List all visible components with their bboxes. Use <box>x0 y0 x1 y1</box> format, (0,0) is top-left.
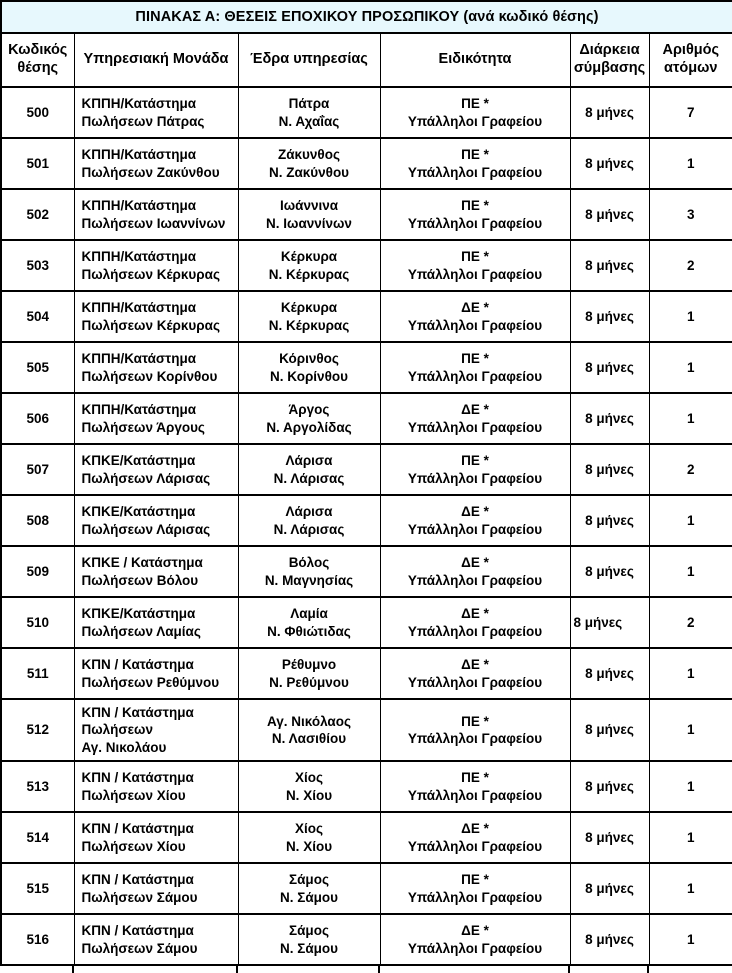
table-row <box>1 189 732 240</box>
table-row <box>1 495 732 546</box>
contract-duration-cell: 8 μήνες <box>570 546 649 597</box>
table-row <box>1 812 732 863</box>
specialty-cell: ΠΕ * Υπάλληλοι Γραφείου <box>380 761 570 812</box>
column-border-stub <box>647 966 649 973</box>
position-code-cell: 512 <box>1 699 74 761</box>
service-seat-cell: Ζάκυνθος Ν. Ζακύνθου <box>238 138 380 189</box>
service-unit-cell: ΚΠΠΗ/Κατάστημα Πωλήσεων Κέρκυρας <box>74 291 238 342</box>
contract-duration-cell: 8 μήνες <box>570 914 649 965</box>
contract-duration-cell: 8 μήνες <box>570 761 649 812</box>
position-code-cell: 506 <box>1 393 74 444</box>
service-unit-cell: ΚΠΝ / Κατάστημα Πωλήσεων Ρεθύμνου <box>74 648 238 699</box>
person-count-cell: 1 <box>649 393 732 444</box>
column-header-specialty: Ειδικότητα <box>380 33 570 87</box>
service-unit-cell: ΚΠΝ / Κατάστημα Πωλήσεων Αγ. Νικολάου <box>74 699 238 761</box>
position-code-cell: 514 <box>1 812 74 863</box>
position-code-cell: 513 <box>1 761 74 812</box>
position-code-cell: 510 <box>1 597 74 648</box>
contract-duration-cell: 8 μήνες <box>570 648 649 699</box>
specialty-cell: ΔΕ * Υπάλληλοι Γραφείου <box>380 546 570 597</box>
service-unit-cell: ΚΠΝ / Κατάστημα Πωλήσεων Χίου <box>74 761 238 812</box>
specialty-cell: ΠΕ * Υπάλληλοι Γραφείου <box>380 444 570 495</box>
service-unit-cell: ΚΠΠΗ/Κατάστημα Πωλήσεων Ζακύνθου <box>74 138 238 189</box>
service-unit-cell: ΚΠΚΕ / Κατάστημα Πωλήσεων Βόλου <box>74 546 238 597</box>
service-unit-cell: ΚΠΠΗ/Κατάστημα Πωλήσεων Πάτρας <box>74 87 238 138</box>
service-seat-cell: Σάμος Ν. Σάμου <box>238 914 380 965</box>
table-row <box>1 699 732 761</box>
service-seat-cell: Βόλος Ν. Μαγνησίας <box>238 546 380 597</box>
position-code-cell: 509 <box>1 546 74 597</box>
specialty-cell: ΠΕ * Υπάλληλοι Γραφείου <box>380 863 570 914</box>
table-row <box>1 240 732 291</box>
person-count-cell: 2 <box>649 240 732 291</box>
next-row-cutoff <box>0 966 732 973</box>
column-header-unit: Υπηρεσιακή Μονάδα <box>74 33 238 87</box>
service-unit-cell: ΚΠΠΗ/Κατάστημα Πωλήσεων Άργους <box>74 393 238 444</box>
column-border-stub <box>568 966 570 973</box>
position-code-cell: 505 <box>1 342 74 393</box>
specialty-cell: ΔΕ * Υπάλληλοι Γραφείου <box>380 597 570 648</box>
service-seat-cell: Ιωάννινα Ν. Ιωαννίνων <box>238 189 380 240</box>
person-count-cell: 1 <box>649 291 732 342</box>
table-row <box>1 546 732 597</box>
service-seat-cell: Κέρκυρα Ν. Κέρκυρας <box>238 291 380 342</box>
contract-duration-cell: 8 μήνες <box>570 87 649 138</box>
service-seat-cell: Κόρινθος Ν. Κορίνθου <box>238 342 380 393</box>
contract-duration-cell: 8 μήνες <box>570 393 649 444</box>
column-border-stub <box>72 966 74 973</box>
table-header-row <box>1 33 732 87</box>
service-seat-cell: Άργος Ν. Αργολίδας <box>238 393 380 444</box>
service-seat-cell: Αγ. Νικόλαος Ν. Λασιθίου <box>238 699 380 761</box>
contract-duration-cell: 8 μήνες <box>570 291 649 342</box>
service-unit-cell: ΚΠΚΕ/Κατάστημα Πωλήσεων Λάρισας <box>74 495 238 546</box>
specialty-cell: ΔΕ * Υπάλληλοι Γραφείου <box>380 812 570 863</box>
table-row <box>1 393 732 444</box>
column-border-stub <box>378 966 380 973</box>
contract-duration-cell: 8 μήνες <box>570 342 649 393</box>
position-code-cell: 500 <box>1 87 74 138</box>
service-unit-cell: ΚΠΝ / Κατάστημα Πωλήσεων Σάμου <box>74 914 238 965</box>
specialty-cell: ΔΕ * Υπάλληλοι Γραφείου <box>380 393 570 444</box>
column-border-stub <box>236 966 238 973</box>
table-row <box>1 291 732 342</box>
contract-duration-cell: 8 μήνες <box>570 189 649 240</box>
person-count-cell: 1 <box>649 761 732 812</box>
service-seat-cell: Πάτρα Ν. Αχαΐας <box>238 87 380 138</box>
person-count-cell: 1 <box>649 342 732 393</box>
service-seat-cell: Λαμία Ν. Φθιώτιδας <box>238 597 380 648</box>
service-seat-cell: Χίος Ν. Χίου <box>238 761 380 812</box>
person-count-cell: 1 <box>649 648 732 699</box>
person-count-cell: 3 <box>649 189 732 240</box>
contract-duration-cell: 8 μήνες <box>570 812 649 863</box>
service-unit-cell: ΚΠΝ / Κατάστημα Πωλήσεων Σάμου <box>74 863 238 914</box>
contract-duration-cell: 8 μήνες <box>570 863 649 914</box>
column-header-code: Κωδικός θέσης <box>1 33 74 87</box>
contract-duration-cell: 8 μήνες <box>570 444 649 495</box>
service-unit-cell: ΚΠΚΕ/Κατάστημα Πωλήσεων Λαμίας <box>74 597 238 648</box>
specialty-cell: ΔΕ * Υπάλληλοι Γραφείου <box>380 291 570 342</box>
table-row <box>1 914 732 965</box>
contract-duration-cell: 8 μήνες <box>570 138 649 189</box>
position-code-cell: 508 <box>1 495 74 546</box>
service-unit-cell: ΚΠΠΗ/Κατάστημα Πωλήσεων Ιωαννίνων <box>74 189 238 240</box>
person-count-cell: 1 <box>649 812 732 863</box>
service-seat-cell: Σάμος Ν. Σάμου <box>238 863 380 914</box>
table-row <box>1 863 732 914</box>
position-code-cell: 511 <box>1 648 74 699</box>
table-row <box>1 138 732 189</box>
service-unit-cell: ΚΠΠΗ/Κατάστημα Πωλήσεων Κορίνθου <box>74 342 238 393</box>
specialty-cell: ΔΕ * Υπάλληλοι Γραφείου <box>380 648 570 699</box>
person-count-cell: 2 <box>649 444 732 495</box>
specialty-cell: ΠΕ * Υπάλληλοι Γραφείου <box>380 699 570 761</box>
table-row <box>1 648 732 699</box>
person-count-cell: 1 <box>649 495 732 546</box>
person-count-cell: 1 <box>649 138 732 189</box>
specialty-cell: ΠΕ * Υπάλληλοι Γραφείου <box>380 138 570 189</box>
person-count-cell: 1 <box>649 863 732 914</box>
person-count-cell: 7 <box>649 87 732 138</box>
specialty-cell: ΔΕ * Υπάλληλοι Γραφείου <box>380 914 570 965</box>
specialty-cell: ΠΕ * Υπάλληλοι Γραφείου <box>380 87 570 138</box>
service-seat-cell: Λάρισα Ν. Λάρισας <box>238 495 380 546</box>
position-code-cell: 502 <box>1 189 74 240</box>
table-row <box>1 87 732 138</box>
person-count-cell: 1 <box>649 699 732 761</box>
table-row <box>1 761 732 812</box>
position-code-cell: 515 <box>1 863 74 914</box>
contract-duration-cell: 8 μήνες <box>570 699 649 761</box>
service-seat-cell: Λάρισα Ν. Λάρισας <box>238 444 380 495</box>
table-row <box>1 597 732 648</box>
position-code-cell: 507 <box>1 444 74 495</box>
table-row <box>1 342 732 393</box>
position-code-cell: 501 <box>1 138 74 189</box>
service-seat-cell: Ρέθυμνο Ν. Ρεθύμνου <box>238 648 380 699</box>
contract-duration-cell: 8 μήνες <box>570 240 649 291</box>
table-title: ΠΙΝΑΚΑΣ Α: ΘΕΣΕΙΣ ΕΠΟΧΙΚΟΥ ΠΡΟΣΩΠΙΚΟΥ (ανά κωδικό θέσης) <box>1 1 732 33</box>
position-code-cell: 503 <box>1 240 74 291</box>
position-code-cell: 516 <box>1 914 74 965</box>
table-row <box>1 444 732 495</box>
person-count-cell: 2 <box>649 597 732 648</box>
column-header-count: Αριθμός ατόμων <box>649 33 732 87</box>
service-unit-cell: ΚΠΚΕ/Κατάστημα Πωλήσεων Λάρισας <box>74 444 238 495</box>
specialty-cell: ΠΕ * Υπάλληλοι Γραφείου <box>380 342 570 393</box>
contract-duration-cell: 8 μήνες <box>570 495 649 546</box>
service-unit-cell: ΚΠΝ / Κατάστημα Πωλήσεων Χίου <box>74 812 238 863</box>
column-header-seat: Έδρα υπηρεσίας <box>238 33 380 87</box>
table-title-row <box>1 1 732 33</box>
specialty-cell: ΠΕ * Υπάλληλοι Γραφείου <box>380 240 570 291</box>
contract-duration-cell: 8 μήνες <box>570 597 649 648</box>
person-count-cell: 1 <box>649 914 732 965</box>
specialty-cell: ΠΕ * Υπάλληλοι Γραφείου <box>380 189 570 240</box>
service-seat-cell: Χίος Ν. Χίου <box>238 812 380 863</box>
person-count-cell: 1 <box>649 546 732 597</box>
column-header-duration: Διάρκεια σύμβασης <box>570 33 649 87</box>
specialty-cell: ΔΕ * Υπάλληλοι Γραφείου <box>380 495 570 546</box>
position-code-cell: 504 <box>1 291 74 342</box>
service-seat-cell: Κέρκυρα Ν. Κέρκυρας <box>238 240 380 291</box>
service-unit-cell: ΚΠΠΗ/Κατάστημα Πωλήσεων Κέρκυρας <box>74 240 238 291</box>
